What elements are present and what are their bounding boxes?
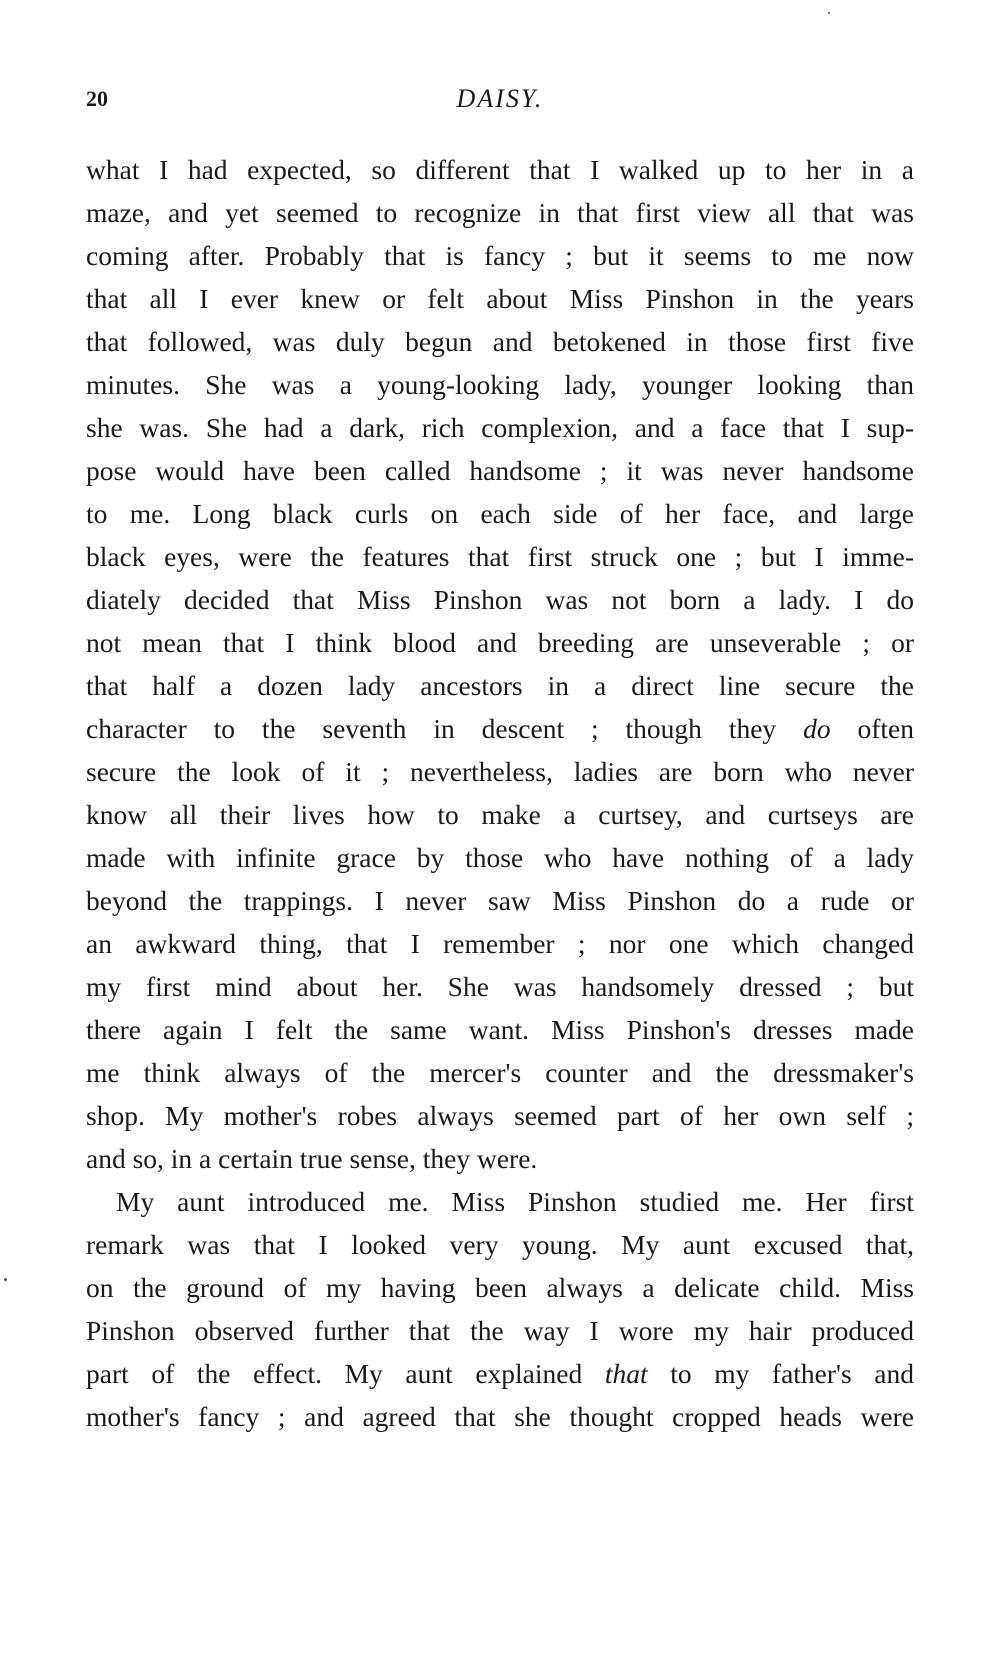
text-line: an awkward thing, that I remember ; nor one which changed xyxy=(86,928,914,959)
text-line: Pinshon observed further that the way I wore my hair produced xyxy=(86,1315,914,1346)
paragraph-2 xyxy=(86,1180,914,1438)
italic-word: do xyxy=(803,713,831,744)
text-line: remark was that I looked very young. My aunt excused that, xyxy=(86,1229,914,1260)
page-number: 20 xyxy=(86,86,108,111)
text-line: that all I ever knew or felt about Miss Pinshon in the years xyxy=(86,283,914,314)
text-line: she was. She had a dark, rich complexion, and a face that I sup- xyxy=(86,412,914,443)
text-line: me think always of the mercer's counter and the dressmaker's xyxy=(86,1057,914,1088)
text-line: minutes. She was a young-looking lady, younger looking than xyxy=(86,369,914,400)
text-line: maze, and yet seemed to recognize in that first view all that was xyxy=(86,197,914,228)
text-line: coming after. Probably that is fancy ; but it seems to me now xyxy=(86,240,914,271)
text-line: beyond the trappings. I never saw Miss Pinshon do a rude or xyxy=(86,885,914,916)
text-line: diately decided that Miss Pinshon was not born a lady. I do xyxy=(86,584,914,615)
text-line: there again I felt the same want. Miss Pinshon's dresses made xyxy=(86,1014,914,1045)
text-line: and so, in a certain true sense, they were. xyxy=(86,1143,538,1174)
text-line: shop. My mother's robes always seemed part of her own self ; xyxy=(86,1100,914,1131)
italic-word: that xyxy=(604,1358,648,1389)
text-line: to me. Long black curls on each side of her face, and large xyxy=(86,498,914,529)
text-line: know all their lives how to make a curtsey, and curtseys are xyxy=(86,799,914,830)
text-segment: character to the seventh in descent ; though they xyxy=(86,713,804,744)
text-line: that half a dozen lady ancestors in a direct line secure the xyxy=(86,670,914,701)
paragraph-1 xyxy=(86,148,914,1180)
text-line: my first mind about her. She was handsomely dressed ; but xyxy=(86,971,914,1002)
text-line: on the ground of my having been always a delicate child. Miss xyxy=(86,1272,914,1303)
text-line: black eyes, were the features that first struck one ; but I imme- xyxy=(86,541,914,572)
running-title: DAISY. xyxy=(456,84,544,113)
text-line xyxy=(86,707,914,750)
text-line: made with infinite grace by those who have nothing of a lady xyxy=(86,842,914,873)
text-segment: part of the effect. My aunt explained xyxy=(86,1358,605,1389)
text-segment: to my father's and xyxy=(647,1358,914,1389)
body-text xyxy=(86,148,914,1438)
text-segment: often xyxy=(830,713,914,744)
text-line: pose would have been called handsome ; it was never handsome xyxy=(86,455,914,486)
text-line xyxy=(86,1352,914,1395)
text-line: what I had expected, so different that I walked up to her in a xyxy=(86,154,914,185)
text-line: My aunt introduced me. Miss Pinshon studied me. Her first xyxy=(116,1186,914,1217)
text-line: that followed, was duly begun and betokened in those first five xyxy=(86,326,914,357)
text-line: mother's fancy ; and agreed that she thought cropped heads were xyxy=(86,1401,914,1432)
speck xyxy=(4,1278,7,1281)
text-line: not mean that I think blood and breeding are unseverable ; or xyxy=(86,627,914,658)
speck xyxy=(828,12,830,14)
text-line: secure the look of it ; nevertheless, ladies are born who never xyxy=(86,756,914,787)
